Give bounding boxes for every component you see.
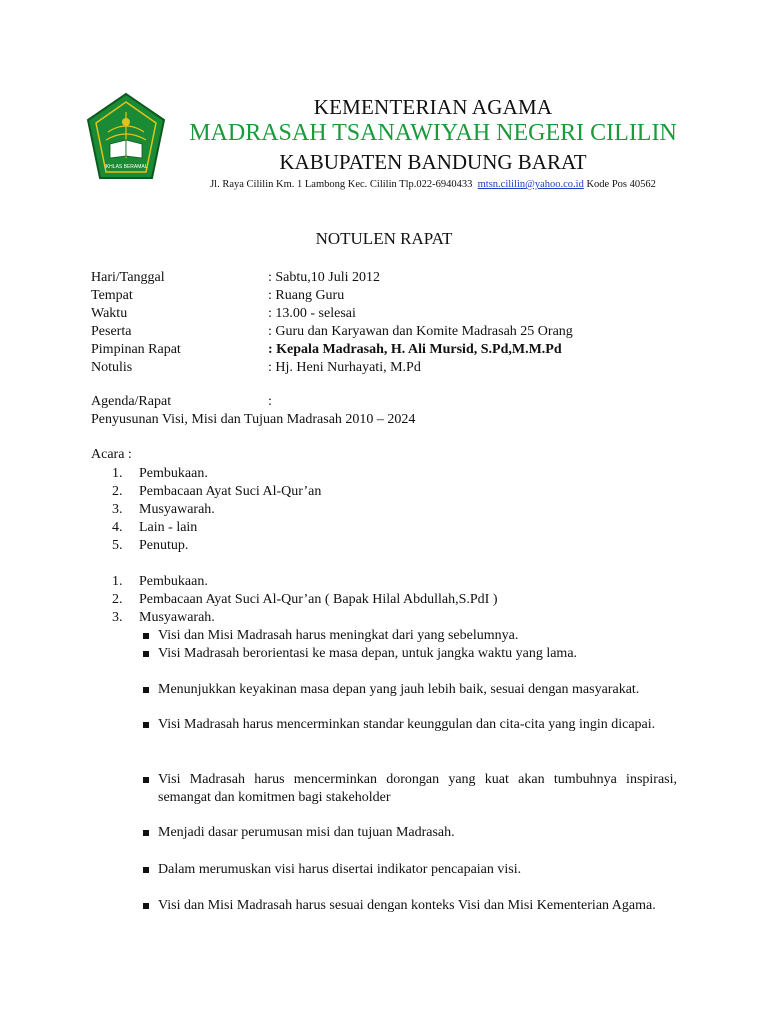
info-label: Notulis: [91, 360, 133, 375]
info-row: [91, 287, 711, 305]
bullet-text: Visi dan Misi Madrasah harus sesuai dengan konteks Visi dan Misi Kementerian Agama.: [158, 898, 656, 913]
bullet-text: Visi Madrasah berorientasi ke masa depan, untuk jangka waktu yang lama.: [158, 646, 578, 661]
item-number: 3.: [112, 610, 123, 625]
bullet-marker: [143, 867, 149, 873]
bullet-item: [139, 681, 677, 699]
bullet-marker: [143, 687, 149, 693]
document-title: NOTULEN RAPAT: [315, 229, 453, 248]
item-number: 2.: [112, 484, 123, 499]
item-text: Musyawarah.: [139, 610, 215, 625]
item-text: Pembukaan.: [139, 466, 208, 481]
info-row: [91, 359, 711, 377]
bullet-item: [139, 861, 677, 879]
item-text: Musyawarah.: [139, 502, 215, 517]
list-item: [112, 573, 692, 591]
bullet-text: Menunjukkan keyakinan masa depan yang jauh lebih baik, sesuai dengan masyarakat.: [158, 682, 640, 697]
bullet-marker: [143, 651, 149, 657]
info-label: Tempat: [91, 288, 133, 303]
item-number: 1.: [112, 466, 123, 481]
item-text: Pembacaan Ayat Suci Al-Qur’an ( Bapak Hilal Abdullah,S.PdI ): [139, 592, 498, 607]
info-row: [91, 305, 711, 323]
list-item: [112, 537, 692, 555]
info-row: [91, 323, 711, 341]
list-item: [112, 609, 692, 627]
agenda-colon: :: [268, 394, 272, 409]
item-number: 3.: [112, 502, 123, 517]
school-address: [163, 179, 703, 190]
svg-text:IKHLAS BERAMAL: IKHLAS BERAMAL: [104, 164, 148, 170]
info-label: Hari/Tanggal: [91, 270, 165, 285]
school-name: MADRASAH TSANAWIYAH NEGERI CILILIN: [189, 120, 677, 146]
address-text: Jl. Raya Cililin Km. 1 Lambong Kec. Cililin Tlp.022-6940433: [210, 179, 473, 190]
info-value: : Hj. Heni Nurhayati, M.Pd: [268, 360, 421, 375]
bullet-marker: [143, 903, 149, 909]
item-number: 2.: [112, 592, 123, 607]
item-text: Penutup.: [139, 538, 189, 553]
bullet-text: Visi dan Misi Madrasah harus meningkat dari yang sebelumnya.: [158, 628, 519, 643]
bullet-item: [139, 771, 677, 807]
agenda-label: Agenda/Rapat: [91, 394, 172, 409]
acara-label: Acara :: [91, 447, 132, 462]
ministry-name: KEMENTERIAN AGAMA: [313, 95, 553, 119]
item-text: Lain - lain: [139, 520, 198, 535]
list-item: [112, 501, 692, 519]
agenda-text: Penyusunan Visi, Misi dan Tujuan Madrasah 2010 – 2024: [91, 412, 416, 427]
info-label: Peserta: [91, 324, 132, 339]
kementerian-agama-logo: [84, 92, 168, 184]
bullet-marker: [143, 722, 149, 728]
proceedings-list: [112, 573, 692, 627]
info-value: : 13.00 - selesai: [268, 306, 356, 321]
regency-name: KABUPATEN BANDUNG BARAT: [279, 150, 587, 174]
item-text: Pembacaan Ayat Suci Al-Qur’an: [139, 484, 322, 499]
bullet-item: [139, 897, 677, 915]
info-value: : Sabtu,10 Juli 2012: [268, 270, 381, 285]
list-item: [112, 483, 692, 501]
info-label: Pimpinan Rapat: [91, 342, 181, 357]
item-number: 1.: [112, 574, 123, 589]
bullet-item: [139, 824, 677, 842]
item-text: Pembukaan.: [139, 574, 208, 589]
bullet-item: [139, 627, 677, 645]
acara-list: [112, 465, 692, 555]
postal-code: Kode Pos 40562: [586, 179, 656, 190]
item-number: 4.: [112, 520, 123, 535]
email-link[interactable]: mtsn.cililin@yahoo.co.id: [477, 179, 584, 190]
bullet-text: Menjadi dasar perumusan misi dan tujuan Madrasah.: [158, 825, 455, 840]
info-value: : Kepala Madrasah, H. Ali Mursid, S.Pd,M.M.Pd: [268, 342, 562, 357]
info-value: : Ruang Guru: [268, 288, 345, 303]
bullet-item: [139, 645, 677, 663]
meeting-info: [91, 269, 711, 377]
info-row: [91, 269, 711, 287]
item-number: 5.: [112, 538, 123, 553]
bullet-text: Visi Madrasah harus mencerminkan dorongan yang kuat akan tumbuhnya inspirasi, semangat dan komitmen bagi stakeholder: [158, 772, 677, 805]
info-label: Waktu: [91, 306, 128, 321]
list-item: [112, 519, 692, 537]
list-item: [112, 591, 692, 609]
bullet-marker: [143, 777, 149, 783]
bullet-marker: [143, 633, 149, 639]
list-item: [112, 465, 692, 483]
info-value: : Guru dan Karyawan dan Komite Madrasah 25 Orang: [268, 324, 573, 339]
bullet-item: [139, 716, 677, 734]
bullet-marker: [143, 830, 149, 836]
bullet-text: Dalam merumuskan visi harus disertai indikator pencapaian visi.: [158, 862, 522, 877]
bullet-text: Visi Madrasah harus mencerminkan standar keunggulan dan cita-cita yang ingin dicapai.: [158, 717, 656, 732]
info-row: [91, 341, 711, 359]
